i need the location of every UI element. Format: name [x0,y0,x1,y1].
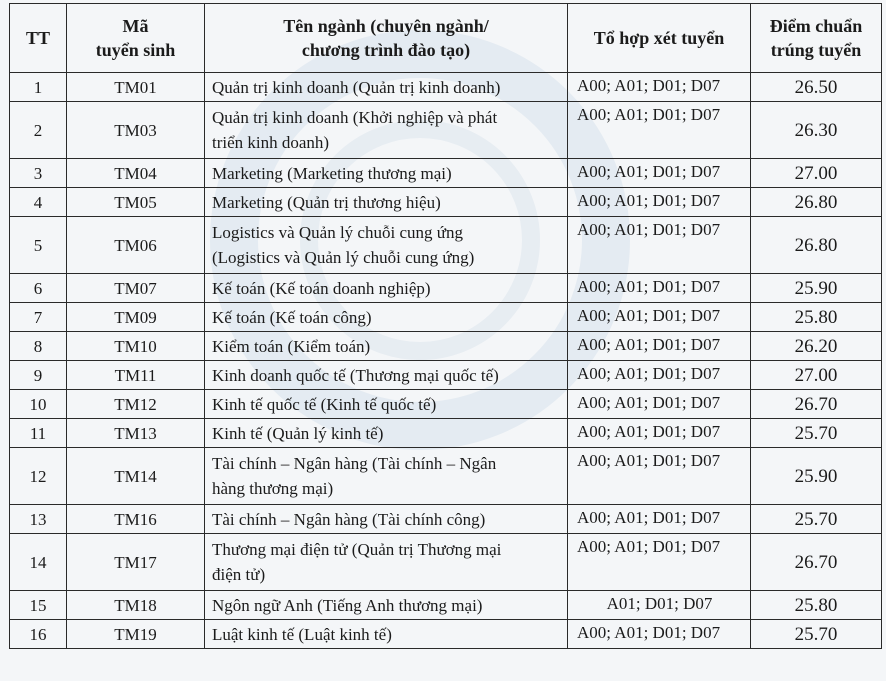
program-code: TM16 [67,505,205,534]
row-number: 8 [10,332,67,361]
program-code: TM04 [67,159,205,188]
table-row [10,332,882,361]
table-row [10,274,882,303]
row-number: 13 [10,505,67,534]
admission-score-table [9,3,882,649]
program-code: TM18 [67,591,205,620]
header-score: Điểm chuẩn trúng tuyển [751,4,882,73]
cutoff-score: 26.50 [751,73,882,102]
cutoff-score: 26.20 [751,332,882,361]
row-number: 7 [10,303,67,332]
table-row [10,217,882,274]
program-name: Logistics và Quản lý chuỗi cung ứng (Logistics và Quản lý chuỗi cung ứng) [205,217,568,274]
row-number: 11 [10,419,67,448]
subject-combinations: A00; A01; D01; D07 [568,303,751,332]
program-name: Kinh tế (Quản lý kinh tế) [205,419,568,448]
program-code: TM19 [67,620,205,649]
row-number: 9 [10,361,67,390]
program-name: Marketing (Marketing thương mại) [205,159,568,188]
table-row [10,188,882,217]
row-number: 6 [10,274,67,303]
program-name: Thương mại điện tử (Quản trị Thương mại điện tử) [205,534,568,591]
program-code: TM17 [67,534,205,591]
cutoff-score: 27.00 [751,361,882,390]
cutoff-score: 25.70 [751,419,882,448]
row-number: 4 [10,188,67,217]
table-row [10,159,882,188]
program-code: TM01 [67,73,205,102]
program-code: TM14 [67,448,205,505]
row-number: 16 [10,620,67,649]
subject-combinations: A00; A01; D01; D07 [568,332,751,361]
program-name: Marketing (Quản trị thương hiệu) [205,188,568,217]
row-number: 5 [10,217,67,274]
subject-combinations: A00; A01; D01; D07 [568,159,751,188]
program-code: TM13 [67,419,205,448]
program-name: Quản trị kinh doanh (Khởi nghiệp và phát triển kinh doanh) [205,102,568,159]
cutoff-score: 25.90 [751,448,882,505]
subject-combinations: A00; A01; D01; D07 [568,620,751,649]
subject-combinations: A01; D01; D07 [568,591,751,620]
program-name: Ngôn ngữ Anh (Tiếng Anh thương mại) [205,591,568,620]
cutoff-score: 25.80 [751,303,882,332]
program-code: TM09 [67,303,205,332]
cutoff-score: 26.80 [751,188,882,217]
program-code: TM07 [67,274,205,303]
header-combo: Tổ hợp xét tuyển [568,4,751,73]
table-row [10,102,882,159]
table-body [10,73,882,649]
table-row [10,620,882,649]
program-code: TM12 [67,390,205,419]
subject-combinations: A00; A01; D01; D07 [568,188,751,217]
cutoff-score: 25.80 [751,591,882,620]
program-name: Kế toán (Kế toán doanh nghiệp) [205,274,568,303]
subject-combinations: A00; A01; D01; D07 [568,217,751,274]
subject-combinations: A00; A01; D01; D07 [568,419,751,448]
cutoff-score: 25.70 [751,505,882,534]
row-number: 1 [10,73,67,102]
subject-combinations: A00; A01; D01; D07 [568,102,751,159]
cutoff-score: 25.70 [751,620,882,649]
cutoff-score: 26.70 [751,390,882,419]
table-row [10,303,882,332]
table-header-row [10,4,882,73]
program-code: TM06 [67,217,205,274]
table-row [10,361,882,390]
program-name: Kế toán (Kế toán công) [205,303,568,332]
cutoff-score: 27.00 [751,159,882,188]
subject-combinations: A00; A01; D01; D07 [568,448,751,505]
subject-combinations: A00; A01; D01; D07 [568,534,751,591]
row-number: 3 [10,159,67,188]
row-number: 2 [10,102,67,159]
program-code: TM11 [67,361,205,390]
cutoff-score: 26.80 [751,217,882,274]
cutoff-score: 26.30 [751,102,882,159]
row-number: 15 [10,591,67,620]
subject-combinations: A00; A01; D01; D07 [568,390,751,419]
cutoff-score: 25.90 [751,274,882,303]
table-row [10,591,882,620]
program-code: TM05 [67,188,205,217]
table-row [10,390,882,419]
row-number: 10 [10,390,67,419]
subject-combinations: A00; A01; D01; D07 [568,274,751,303]
row-number: 12 [10,448,67,505]
table-row [10,448,882,505]
program-code: TM03 [67,102,205,159]
program-name: Kinh tế quốc tế (Kinh tế quốc tế) [205,390,568,419]
row-number: 14 [10,534,67,591]
subject-combinations: A00; A01; D01; D07 [568,361,751,390]
cutoff-score: 26.70 [751,534,882,591]
program-name: Tài chính – Ngân hàng (Tài chính công) [205,505,568,534]
table-row [10,73,882,102]
table-row [10,505,882,534]
program-name: Kinh doanh quốc tế (Thương mại quốc tế) [205,361,568,390]
program-name: Kiểm toán (Kiểm toán) [205,332,568,361]
header-major: Tên ngành (chuyên ngành/ chương trình đào tạo) [205,4,568,73]
subject-combinations: A00; A01; D01; D07 [568,505,751,534]
program-name: Luật kinh tế (Luật kinh tế) [205,620,568,649]
subject-combinations: A00; A01; D01; D07 [568,73,751,102]
program-code: TM10 [67,332,205,361]
program-name: Tài chính – Ngân hàng (Tài chính – Ngân hàng thương mại) [205,448,568,505]
table-row [10,419,882,448]
header-code: Mã tuyển sinh [67,4,205,73]
table-row [10,534,882,591]
header-tt: TT [10,4,67,73]
program-name: Quản trị kinh doanh (Quản trị kinh doanh) [205,73,568,102]
